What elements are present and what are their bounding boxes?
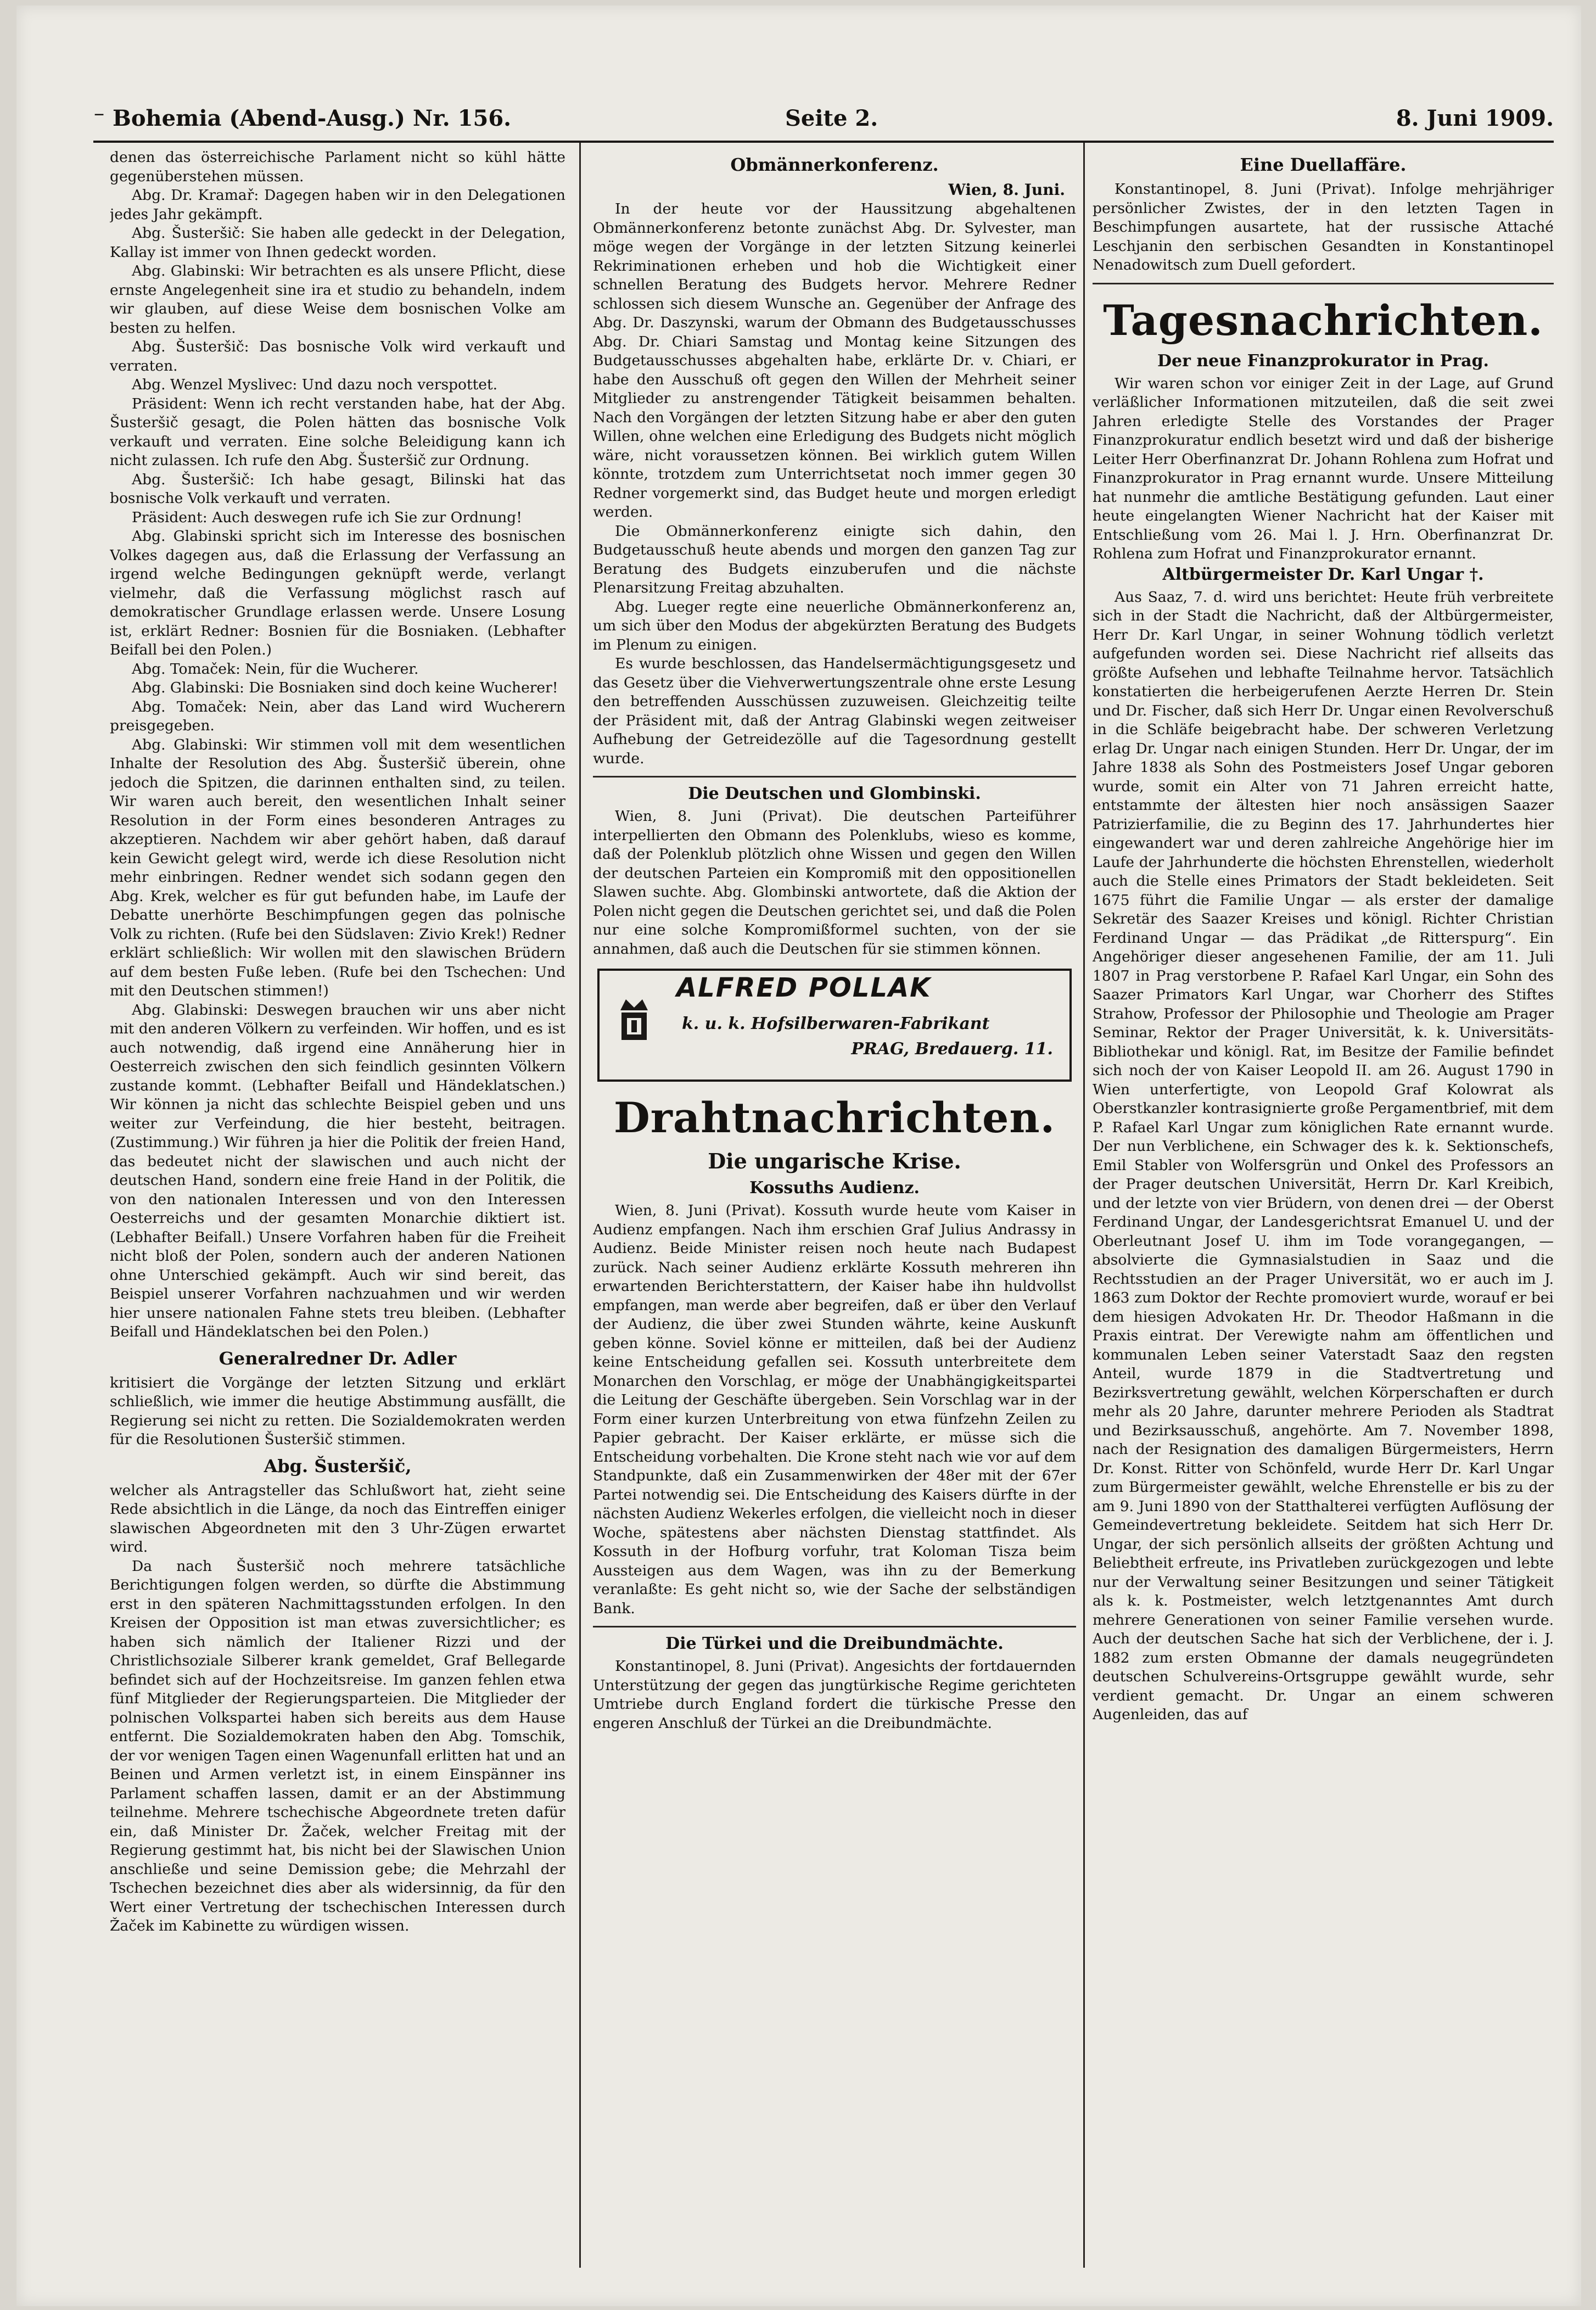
column-right xyxy=(1093,148,1554,2268)
section-heading: Abg. Šusteršič, xyxy=(264,1455,412,1476)
paragraph: Abg. Glabinski: Deswegen brauchen wir uns aber nicht mit den anderen Völkern zu verfeinden. Wir hoffen, und es ist auch notwendig, daß irgend eine Annäherung hier in Oesterreich zwischen den sich feindlich gesinnten Völkern zustande kommt. (Lebhafter Beifall und Händeklatschen.) Wir können ja nicht das schlechte Beispiel geben und uns weiter zur Verfeindung, die hier besteht, beitragen. (Zustimmung.) Wir führen ja hier die Politik der freien Hand, das bedeutet nicht der slawischen und auch nicht der deutschen Hand, sondern eine freie Hand in der Politik, die von den nationalen Interessen und von den Interessen Oesterreichs und der gesamten Monarchie diktiert ist. (Lebhafter Beifall.) Unsere Vorfahren haben für die Freiheit nicht bloß der Polen, sondern auch der anderen Nationen ohne Unterschied gekämpft. Auch wir sind bereit, das Beispiel unserer Vorfahren nachzuahmen und wir werden hier unsere nationalen Fahne stets treu bleiben. (Lebhafter Beifall und Händeklatschen bei den Polen.) xyxy=(110,1001,565,1340)
parliament-debate xyxy=(110,148,565,1936)
advertisement-box xyxy=(597,969,1072,1082)
paragraph: Abg. Tomaček: Nein, aber das Land wird Wucherern preisgegeben. xyxy=(110,698,565,734)
paragraph: welcher als Antragsteller das Schlußwort hat, zieht seine Rede absichtlich in die Länge, da noch das Eintreffen einiger slawischen Abgeordneten mit den 3 Uhr-Zügen erwartet wird. xyxy=(110,1481,565,1556)
paragraph: Abg. Glabinski spricht sich im Interesse des bosnischen Volkes dagegen aus, daß die Erlassung der Verfassung an irgend welche Bedingungen geknüpft werde, verlangt vielmehr, daß die Verfassung möglichst rasch auf demokratischer Grundlage erlassen werde. Unsere Losung ist, erklärt Redner: Bosnien für die Bosniaken. (Lebhafter Beifall bei den Polen.) xyxy=(110,528,565,658)
separator xyxy=(593,1626,1076,1627)
advertiser-title: k. u. k. Hofsilberwaren-Fabrikant xyxy=(682,1014,990,1033)
right-articles xyxy=(1093,153,1554,1725)
paragraph: Aus Saaz, 7. d. wird uns berichtet: Heute früh verbreitete sich in der Stadt die Nachricht, daß der Altbürgermeister, Herr Dr. Karl Ungar, in seiner Wohnung tödlich verletzt aufgefunden worden sei. Diese Nachricht rief allseits das größte Aufsehen und lebhafte Teilnahme hervor. Tatsächlich konstatierten die herbeigerufenen Aerzte Herren Dr. Stein und Dr. Fischer, daß sich Herr Dr. Ungar einen Revolverschuß in die Schläfe beigebracht habe. Der schweren Verletzung erlag Dr. Ungar nach einigen Stunden. Herr Dr. Ungar, der im Jahre 1838 als Sohn des Postmeisters Josef Ungar geboren wurde, somit ein Alter von 71 Jahren erreicht hatte, entstammte der ältesten hier noch ansässigen Saazer Patrizierfamilie, die zu Beginn des 17. Jahrhundertes hier eingewandert war und deren zahlreiche Angehörige hier im Laufe der Jahrhunderte die höchsten Ehrenstellen, wiederholt auch die Stelle eines Primators der Stadt bekleideten. Seit 1675 führt die Familie Ungar — als erster der damalige Sekretär des Saazer Kreises und königl. Richter Christian Ferdinand Ungar — das Prädikat „de Ritterspurg“. Ein Angehöriger dieser angesehenen Familie, der am 11. Juli 1807 in Prag verstorbene P. Rafael Karl Ungar, ein Sohn des Saazer Primators Karl Ungar, war Chorherr des Stiftes Strahow, Professor der Philosophie und Theologie am Prager Seminar, Rektor der Prager Universität, k. k. Universitäts-Bibliothekar und königl. Rat, im Besitze der Familie befindet sich noch der von Kaiser Leopold II. am 26. August 1790 in Wien unterfertigte, von Leopold Graf Kolowrat als Oberstkanzler kontrasignierte große Pergamentbrief, mit dem P. Rafael Karl Ungar zum königlichen Rate ernannt wurde. Der nun Verblichene, ein Schwager des k. k. Sektionschefs, Emil Stabler von Wolfersgrün und Onkel des Professors an der Prager deutschen Universität, Herrn Dr. Karl Kreibich, und der letzte von vier Brüdern, von denen drei — der Oberst Ferdinand Ungar, der Landesgerichtsrat Emanuel U. und der Oberleutnant Josef U. ihm im Tode vorangegangen, — absolvierte die Gymnasialstudien in Saaz und die Rechtsstudien an der Prager Universität, wo er auch im J. 1863 zum Doktor der Rechte promoviert wurde, worauf er bei dem hiesigen Advokaten Hr. Dr. Theodor Haßmann in die Praxis eintrat. Der Verewigte nahm am öffentlichen und kommunalen Leben seiner Vaterstadt Saaz den regsten Anteil, wurde 1879 in die Stadtvertretung und Bezirksvertretung gewählt, welchen Körperschaften er durch mehr als 20 Jahre, darunter mehrere Perioden als Stadtrat und Bezirksausschuß, angehörte. Am 7. November 1898, nach der Resignation des damaligen Bürgermeisters, Herrn Dr. Konst. Ritter von Schönfeld, wurde Herr Dr. Karl Ungar zum Bürgermeister gewählt, welche Ehrenstelle er bis zu der am 9. Juni 1890 von der Statthalterei verfügten Auflösung der Gemeindevertretung bekleidete. Seitdem hat sich Herr Dr. Ungar, der sich persönlich allseits der größten Achtung und Beliebtheit erfreute, ins Privatleben zurückgezogen und lebte nur der Verwaltung seiner Besitzungen und seiner Tätigkeit als k. k. Postmeister, welch letztgenanntes Amt durch mehrere Generationen von seiner Familie versehen wurde. Auch der deutschen Sache hat sich der Verblichene, der i. J. 1882 zum ersten Obmanne der damals neugegründeten deutschen Schulvereins-Ortsgruppe gewählt wurde, sehr verdient gemacht. Dr. Ungar an einem schweren Augenleiden, das auf xyxy=(1093,588,1554,1723)
paragraph: Konstantinopel, 8. Juni (Privat). Angesichts der fortdauernden Unterstützung der gegen das jungtürkische Regime gerichteten Umtriebe durch England fordert die türkische Presse den engeren Anschluß der Türkei an die Dreibundmächte. xyxy=(593,1658,1076,1732)
article-heading: Die ungarische Krise. xyxy=(708,1149,961,1173)
paragraph: denen das österreichische Parlament nicht so kühl hätte gegenüberstehen müssen. xyxy=(110,149,565,185)
paragraph: Präsident: Wenn ich recht verstanden habe, hat der Abg. Šusteršič gesagt, die Polen hätten das bosnische Volk verkauft und verraten. Eine solche Beleidigung kann ich nicht zulassen. Ich rufe den Abg. Šusteršič zur Ordnung. xyxy=(110,395,565,469)
section-heading: Generalredner Dr. Adler xyxy=(219,1347,457,1369)
article-heading: Obmännerkonferenz. xyxy=(730,154,939,175)
separator xyxy=(1093,283,1554,284)
paragraph: Abg. Glabinski: Wir stimmen voll mit dem wesentlichen Inhalte der Resolution des Abg. Šusteršič überein, ohne jedoch die Spitzen, die darinnen enthalten sind, zu teilen. Wir waren auch bereit, den wesentlichen Inhalt seiner Resolution in der Form eines besonderen Antrages zu akzeptieren. Nachdem wir aber gehört haben, daß darauf kein Gewicht gelegt wird, werde ich diese Resolution nicht mehr einbringen. Redner wendet sich sodann gegen den Abg. Krek, welcher es für gut befunden habe, im Laufe der Debatte unerhörte Beschimpfungen gegen das polnische Volk zu richten. (Rufe bei den Südslaven: Zivio Krek!) Redner erklärt schließlich: Wir wollen mit den slawischen Brüdern auf dem besten Fuße leben. (Rufe bei den Tschechen: Und mit den Deutschen stimmen!) xyxy=(110,736,565,999)
paragraph: Wir waren schon vor einiger Zeit in der Lage, auf Grund verläßlicher Informationen mitzuteilen, daß die seit zwei Jahren erledigte Stelle des Vorstandes der Prager Finanzprokuratur endlich besetzt wird und daß der bisherige Leiter Herr Oberfinanzrat Dr. Johann Rohlena zum Hofrat und Finanzprokurator in Prag ernannt wurde. Unsere Mitteilung hat nunmehr die amtliche Bestätigung gefunden. Laut einer heute eingelangten Wiener Nachricht hat der Kaiser mit Entschließung vom 26. Mai l. J. Hrn. Oberfinanzrat Dr. Rohlena zum Hofrat und Finanzprokurator ernannt. xyxy=(1093,374,1554,562)
column-middle xyxy=(593,148,1076,2268)
paragraph: Es wurde beschlossen, das Handelsermächtigungsgesetz und das Gesetz über die Viehverwertungszentrale ohne erste Lesung den betreffenden Ausschüssen zuzuweisen. Gleichzeitig teilte der Präsident mit, daß der Antrag Glabinski wegen zeitweiser Aufhebung der Getreidezölle auf die Tagesordnung gestellt wurde. xyxy=(593,655,1076,767)
paragraph: Abg. Tomaček: Nein, für die Wucherer. xyxy=(132,660,419,678)
paragraph: In der heute vor der Haussitzung abgehaltenen Obmännerkonferenz betonte zunächst Abg. Dr. Sylvester, man möge wegen der Vorgänge in der letzten Sitzung keinerlei Rekriminationen erheben und hob die Wichtigkeit einer schnellen Beratung des Budgets hervor. Mehrere Redner schlossen sich diesem Wunsche an. Gegenüber der Anfrage des Abg. Dr. Daszynski, warum der Obmann des Budgetausschusses Abg. Dr. Chiari Samstag und Montag keine Sitzungen des Budgetausschusses abgehalten habe, erklärte Dr. v. Chiari, er habe den Ausschuß oft gegen den Willen der Mehrheit seiner Mitglieder zu anstrengender Tätigkeit beisammen behalten. Nach den Vorgängen der letzten Sitzung habe er aber den guten Willen, ohne welchen eine Erledigung des Budgets nicht möglich wäre, nicht voraussetzen können. Bei wirklich gutem Willen könnte, trotzdem zum Unterrichtsetat noch immer gegen 30 Redner vorgemerkt sind, das Budget heute und morgen erledigt werden. xyxy=(593,200,1076,521)
advertiser-name: ALFRED POLLAK xyxy=(676,972,932,1003)
column-rule xyxy=(1083,143,1085,2268)
article-heading: Eine Duellaffäre. xyxy=(1240,154,1407,175)
paragraph: Die Obmännerkonferenz einigte sich dahin, den Budgetausschuß heute abends und morgen den ganzen Tag zur Beratung des Budgets einzuberufen und die nächste Plenarsitzung Freitag abzuhalten. xyxy=(593,522,1076,596)
article-heading: Altbürgermeister Dr. Karl Ungar †. xyxy=(1162,564,1484,584)
paragraph: Wien, 8. Juni (Privat). Die deutschen Parteiführer interpellierten den Obmann des Polenklubs, wieso es komme, daß der Polenklub plötzlich ohne Wissen und gegen den Willen der deutschen Parteien ein Kompromiß mit den oppositionellen Slawen suchte. Abg. Glombinski antwortete, daß die Aktion der Polen nicht gegen die Deutschen gerichtet sei, und daß die Polen nur eine solche Kompromißformel suchten, von der sie annahmen, daß auch die Deutschen für sie stimmen können. xyxy=(593,808,1076,958)
article-subheading: Kossuths Audienz. xyxy=(749,1178,920,1198)
header-page-number: Seite 2. xyxy=(785,105,878,131)
advertiser-address: PRAG, Bredauerg. 11. xyxy=(851,1039,1053,1059)
middle-articles xyxy=(593,153,1076,1733)
section-title: Tagesnachrichten. xyxy=(1103,295,1543,345)
paragraph: Abg. Glabinski: Die Bosniaken sind doch keine Wucherer! xyxy=(132,679,558,696)
article-heading: Die Deutschen und Glombinski. xyxy=(688,784,981,803)
column-left xyxy=(110,148,565,2268)
paragraph: Abg. Wenzel Myslivec: Und dazu noch verspottet. xyxy=(132,376,498,393)
header-publication: ⁻ Bohemia (Abend-Ausg.) Nr. 156. xyxy=(93,105,512,131)
newspaper-page xyxy=(16,5,1581,2306)
header-rule xyxy=(93,141,1554,143)
column-rule xyxy=(579,143,581,2268)
paragraph: Wien, 8. Juni (Privat). Kossuth wurde heute vom Kaiser in Audienz empfangen. Nach ihm erschien Graf Julius Andrassy in Audienz. Beide Minister reisen noch heute nach Budapest zurück. Nach seiner Audienz erklärte Kossuth mehreren ihn erwartenden Berichterstattern, der Kaiser habe ihn huldvollst empfangen, man werde aber begreifen, daß er über den Verlauf der Audienz, die über zwei Stunden währte, keine Auskunft geben könne. Soviel könne er mitteilen, daß bei der Audienz keine Entscheidung gefallen sei. Kossuth unterbreitete dem Monarchen den Vorschlag, er möge der Unabhängigkeitspartei die Leitung der Geschäfte übergeben. Sein Vorschlag war in der Form einer kurzen Unterbreitung von etwa fünfzehn Zeilen zu Papier gebracht. Der Kaiser erklärte, er müsse sich die Entscheidung vorbehalten. Die Krone steht nach wie vor auf dem Standpunkte, daß ein Zusammenwirken der 48er mit der 67er Partei notwendig sei. Die Entscheidung des Kaisers dürfte in der nächsten Audienz Wekerles erfolgen, die vielleicht noch in dieser Woche, spätestens aber nächsten Dienstag stattfindet. Als Kossuth in der Hofburg vorfuhr, trat Koloman Tisza beim Aussteigen aus dem Wagen, was ihn zu der Bemerkung veranlaßte: Es geht nicht so, wie der Sache der selbständigen Bank. xyxy=(593,1202,1076,1617)
paragraph: Abg. Dr. Kramař: Dagegen haben wir in den Delegationen jedes Jahr gekämpft. xyxy=(110,187,565,223)
paragraph: Abg. Lueger regte eine neuerliche Obmännerkonferenz an, um sich über den Modus der abgekürzten Beratung des Budgets im Plenum zu einigen. xyxy=(593,598,1076,653)
article-heading: Der neue Finanzprokurator in Prag. xyxy=(1157,351,1489,371)
header-date: 8. Juni 1909. xyxy=(1396,105,1554,131)
paragraph: Abg. Šusteršič: Sie haben alle gedeckt in der Delegation, Kallay ist immer von Ihnen gedeckt worden. xyxy=(110,225,565,261)
separator xyxy=(593,776,1076,778)
running-header xyxy=(93,105,1554,144)
paragraph: Abg. Šusteršič: Das bosnische Volk wird verkauft und verraten. xyxy=(110,338,565,374)
dateline: Wien, 8. Juni. xyxy=(948,181,1065,199)
paragraph: Abg. Glabinski: Wir betrachten es als unsere Pflicht, diese ernste Angelegenheit sine ira et studio zu behandeln, indem wir glauben, auf diese Weise dem bosnischen Volke am besten zu helfen. xyxy=(110,262,565,337)
paragraph: Abg. Šusteršič: Ich habe gesagt, Bilinski hat das bosnische Volk verkauft und verraten. xyxy=(110,471,565,507)
article-heading: Die Türkei und die Dreibundmächte. xyxy=(665,1634,1004,1653)
crown-logo-icon xyxy=(615,994,653,1047)
paragraph: Da nach Šusteršič noch mehrere tatsächliche Berichtigungen folgen werden, so dürfte die Abstimmung erst in den späteren Nachmittagsstunden erfolgen. In den Kreisen der Opposition ist man etwas zuversichtlicher; es haben sich nämlich der Italiener Rizzi und der Christlichsoziale Silberer krank gemeldet, Graf Bellegarde befindet sich auf der Hochzeitsreise. Im ganzen fehlen etwa fünf Mitglieder der Regierungsparteien. Die Mitglieder der polnischen Volkspartei haben sich bereits aus dem Hause entfernt. Die Sozialdemokraten haben den Abg. Tomschik, der vor wenigen Tagen einen Wagenunfall erlitten hat und an Beinen und Armen verletzt ist, in einem Einspänner ins Parlament schaffen lassen, damit er an der Abstimmung teilnehme. Mehrere tschechische Abgeordnete treten dafür ein, daß Minister Dr. Žaček, welcher Freitag mit der Regierung gestimmt hat, bis nicht bei der Slawischen Union anschließe und seine Demission gebe; die Mehrzahl der Tschechen bezeichnet dies aber als widersinnig, da für den Wert einer Vertretung der tschechischen Interessen durch Žaček im Kabinette zu würdigen wissen. xyxy=(110,1557,565,1934)
section-title: Drahtnachrichten. xyxy=(613,1093,1056,1142)
paragraph: Präsident: Auch deswegen rufe ich Sie zur Ordnung! xyxy=(132,508,522,526)
paragraph: kritisiert die Vorgänge der letzten Sitzung und erklärt schließlich, wie immer die heutige Abstimmung ausfällt, die Regierung sei nicht zu retten. Die Sozialdemokraten werden für die Resolutionen Šusteršič stimmen. xyxy=(110,1374,565,1448)
paragraph: Konstantinopel, 8. Juni (Privat). Infolge mehrjähriger persönlicher Zwistes, der in den letzten Tagen in Beschimpfungen ausartete, hat der russische Attaché Leschjanin den serbischen Gesandten in Konstantinopel Nenadowitsch zum Duell gefordert. xyxy=(1093,181,1554,273)
